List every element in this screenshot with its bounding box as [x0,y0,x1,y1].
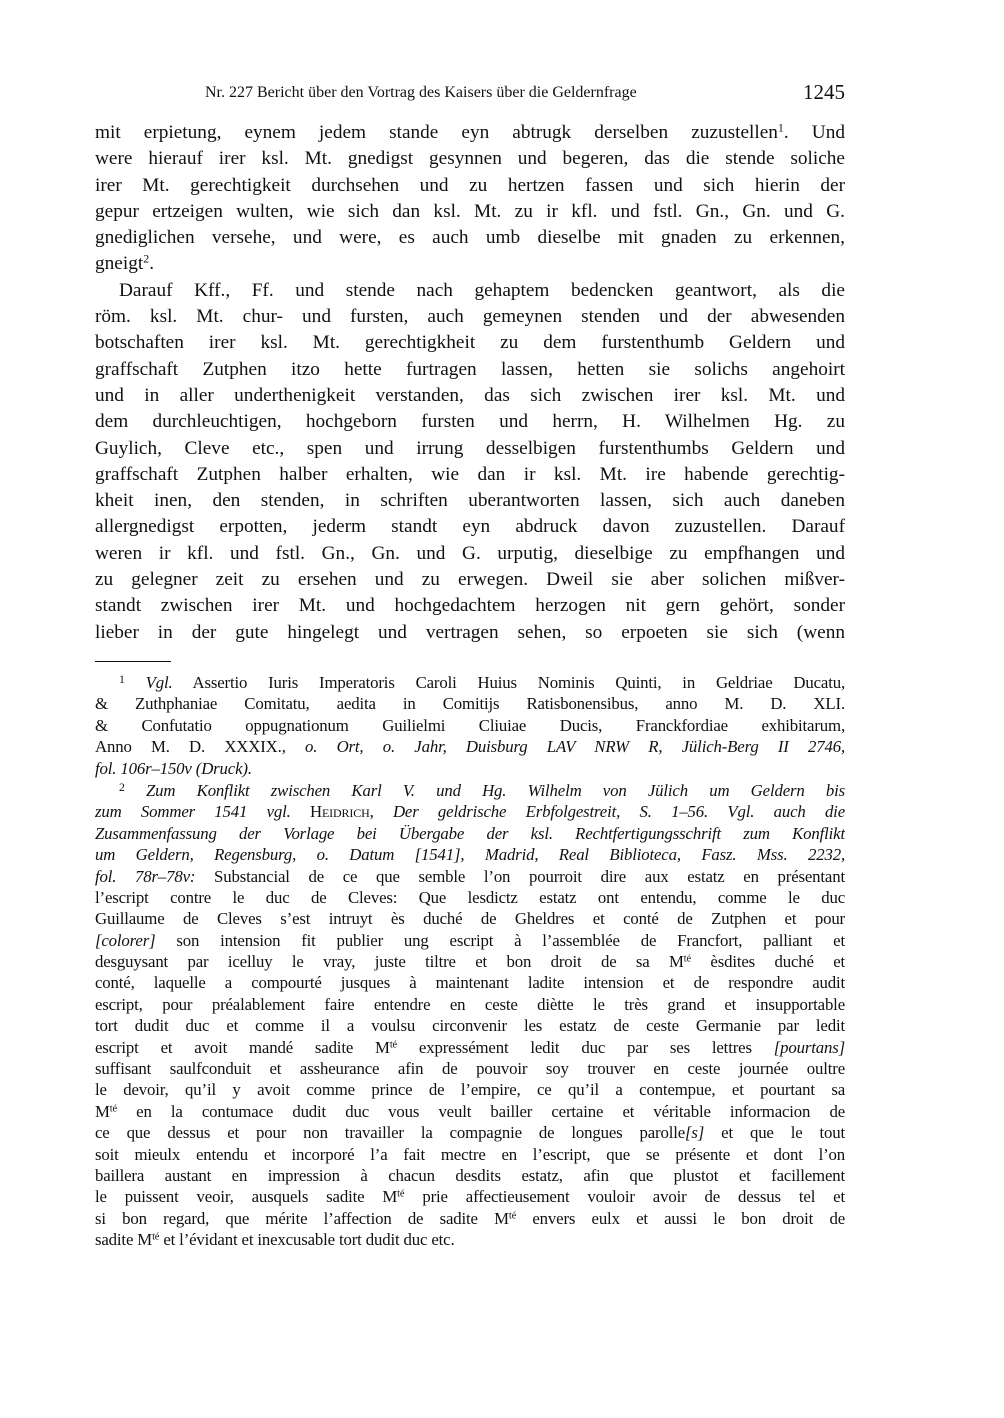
footnote-line [95,1186,845,1207]
text-run: escript et avoit mandé sadite M [95,1037,390,1057]
text-run: röm. ksl. Mt. chur- und fursten, auch gemeynen stenden und der abwesenden [95,306,845,328]
footnote-line [95,736,845,757]
text-line [95,120,845,146]
footnote-line [95,866,845,887]
superscript: 1 [777,120,784,135]
text-line [95,436,845,462]
text-run: le devoir, qu’il y avoit comme prince de l’empire, ce qu’il a contempue, et pourtant sa [95,1080,845,1100]
italic-text: [pourtans] [773,1037,845,1057]
text-run: & Zuthphaniae Comitatu, aedita in Comitijs Ratisbonensibus, anno M. D. XLI. [95,694,845,714]
text-run: , [369,802,393,822]
text-line [95,251,845,277]
text-run: Guillaume de Cleves s’est intruyt ès duché de Gheldres et conté de Zutphen et pour [95,909,845,929]
text-run: Assertio Iuris Imperatoris Caroli Huius Nominis Quinti, in Geldriae Ducatu, [172,673,845,692]
italic-text: fol. 106r–150v (Druck). [95,758,252,778]
footnote-line [95,823,845,844]
footnote-line [95,758,845,779]
text-line [95,304,845,330]
text-line [95,514,845,540]
text-run: gepur ertzeigen wulten, wie sich dan ksl. Mt. zu ir kfl. und fstl. Gn., Gn. und G. [95,200,845,222]
footnote-line [95,1229,845,1250]
text-run: . Und [783,122,845,143]
text-run [125,781,146,800]
footnote-number: 2 [119,780,125,794]
text-run: Darauf Kff., Ff. und stende nach gehaptem bedencken geantwort, als die [119,279,845,301]
footnote-line [95,844,845,865]
italic-text: Zum Konflikt zwischen Karl V. und Hg. Wilhelm von Jülich um Geldern bis [146,780,845,800]
text-run: mit erpietung, eynem jedem stande eyn abtrugk derselben zuzustellen [95,122,778,143]
text-run: escript, pour préalablement faire entendre en ceste diètte le très grand et insupportable [95,994,845,1014]
text-line [95,593,845,619]
text-line [95,567,845,593]
text-run: lieber in der gute hingelegt und vertragen sehen, so erpoeten sie sich (wenn [95,621,845,643]
superscript: 2 [143,251,150,266]
page-number: 1245 [803,80,845,104]
footnote-line [95,972,845,993]
running-header [95,80,845,106]
text-line [95,173,845,199]
text-run: sadite M [95,1230,153,1250]
text-run: le puissent veoir, ausquels sadite M [95,1187,398,1207]
text-run: soit mieulx entendu et incorporé l’a fait mectre en l’escript, que se présente et dont l’on [95,1144,845,1164]
text-run: son intension fit publier ung escript à l’assemblée de Francfort, palliant et [155,930,845,950]
italic-text: o. Ort, o. Jahr, Duisburg LAV NRW R, Jülich-Berg II 2746, [305,737,845,757]
text-run: botschaften irer ksl. Mt. gerechtigkheit zu dem furstenthumb Geldern und [95,332,845,354]
main-text [95,120,845,646]
superscript: té [109,1103,117,1115]
text-run: en la contumace dudit duc vous veult bailler certaine et véritable informacion de [117,1101,845,1121]
text-run: envers eulx et aussi le bon droit de [516,1208,845,1228]
footnote-line [95,1101,845,1122]
footnote-line [95,1079,845,1100]
text-run: und in aller underthenigkeit verstanden, das sich zwischen irer ksl. Mt. und [95,384,845,406]
text-run: si bon regard, que mérite l’affection de sadite M [95,1208,509,1228]
italic-text: [colorer] [95,930,156,950]
footnote-line [95,994,845,1015]
text-run: . [149,253,155,275]
footnote-line [95,1015,845,1036]
text-line [95,409,845,435]
text-run: zu gelegner zeit zu ersehen und zu erwegen. Dweil sie aber solichen mißver- [95,569,845,591]
italic-text: zum Sommer 1541 vgl. [95,802,310,822]
text-run: suffisant saulfconduit et assheurance afin de pouvoir soy trouver en ceste journée oultre [95,1059,845,1079]
text-run: gneigt [95,253,144,275]
footnote-line [95,780,845,801]
footnote-number: 1 [119,672,125,686]
text-line [95,541,845,567]
text-run: Substancial de ce que semble l’on pourroit dire aux estatz en présentant [195,866,845,886]
text-line [95,330,845,356]
text-run: et l’évidant et inexcusable tort dudit duc etc. [159,1230,455,1250]
text-run: M [95,1101,110,1121]
footnote-line [95,801,845,822]
text-run: tort dudit duc et comme il a voulsu circonvenir les estatz de ceste Germanie par ledit [95,1016,845,1036]
text-run: desguysant par icelluy le vray, juste tiltre et bon droit de sa M [95,952,684,972]
footnote-line [95,1165,845,1186]
superscript: té [508,1210,517,1222]
text-line [95,225,845,251]
text-run: standt zwischen irer Mt. und hochgedachtem herzogen nit gern gehört, sonder [95,595,845,617]
text-line [95,462,845,488]
italic-text: Der geldrische Erbfolgestreit, S. 1–56. Vgl. auch die [392,802,845,822]
text-line [95,146,845,172]
text-run: were hierauf irer ksl. Mt. gnedigst gesynnen und begeren, das die stende soliche [95,148,845,170]
italic-text: um Geldern, Regensburg, o. Datum [1541], Madrid, Real Biblioteca, Fasz. Mss. 2232, [95,845,845,865]
text-line [95,278,845,304]
text-run: Anno M. D. XXXIX., [95,737,306,757]
text-run: weren ir kfl. und fstl. Gn., Gn. und G. urputig, dieselbige zu empfhangen und [95,542,845,564]
footnote-line [95,693,845,714]
footnote-line [95,887,845,908]
text-run: conté, laquelle a compourté jusques à maintenant ladite intension et de respondre audit [95,973,845,993]
footnote-line [95,930,845,951]
footnote-line [95,908,845,929]
superscript: té [683,953,692,965]
text-run: l’escript contre le duc de Cleves: Que lesdictz estatz ont entendu, comme le duc [95,887,845,907]
footnote-line [95,1058,845,1079]
footnote-line [95,951,845,972]
text-run [125,673,146,692]
author-name: Heidrich [310,802,370,822]
text-line [95,488,845,514]
text-line [95,383,845,409]
text-run: et que le tout [704,1123,845,1143]
text-run: gnediglichen versehe, und were, es auch umb dieselbe mit gnaden zu erkennen, [95,227,845,249]
text-run: graffschaft Zutphen halber erhalten, wie dan ir ksl. Mt. ire habende gerechtig- [95,463,845,485]
superscript: té [397,1188,405,1200]
footnote-separator [95,661,171,662]
running-title: Nr. 227 Bericht über den Vortrag des Kaisers über die Geldernfrage [205,84,637,101]
text-line [95,199,845,225]
footnote-line [95,715,845,736]
footnote-line [95,1122,845,1143]
italic-text: [s] [685,1123,705,1143]
text-run: baillera austant en impression à chacun desdits estatz, afin que plustot et facillement [95,1165,845,1185]
footnotes [95,672,845,1251]
superscript: té [152,1231,160,1243]
italic-text: Vgl. [145,673,173,692]
text-run: expressément ledit duc par ses lettres [397,1037,774,1057]
text-run: ce que dessus et pour non travailler la compagnie de longues parolle [95,1123,686,1143]
footnote-line [95,1208,845,1229]
text-run: dem durchleuchtigen, hochgeborn fursten und herrn, H. Wilhelmen Hg. zu [95,411,845,433]
italic-text: Zusammenfassung der Vorlage bei Übergabe der ksl. Rechtfertigungsschrift zum Konflikt [95,823,845,843]
superscript: té [389,1038,398,1050]
text-line [95,357,845,383]
text-run: kheit inen, den stenden, in schriften uberantworten lassen, sich auch daneben [95,490,845,512]
text-line [95,620,845,646]
italic-text: fol. 78r–78v: [95,866,196,886]
footnote-line [95,1037,845,1058]
text-run: graffschaft Zutphen itzo hette furtragen lassen, hetten sie solichs angehoirt [95,358,845,380]
text-run: prie affectieusement vouloir avoir de dessus tel et [404,1187,845,1207]
footnote-line [95,672,845,693]
text-run: irer Mt. gerechtigkeit durchsehen und zu hertzen fassen und sich hierin der [95,174,845,196]
text-run: & Confutatio oppugnationum Guilielmi Cliuiae Ducis, Franckfordiae exhibitarum, [95,715,845,735]
text-run: allergnedigst erpotten, jederm standt eyn abdruck davon zuzustellen. Darauf [95,516,845,538]
footnote-line [95,1144,845,1165]
text-run: Guylich, Cleve etc., spen und irrung desselbigen furstenthumbs Geldern und [95,437,845,459]
text-run: èsdites duché et [691,952,845,972]
